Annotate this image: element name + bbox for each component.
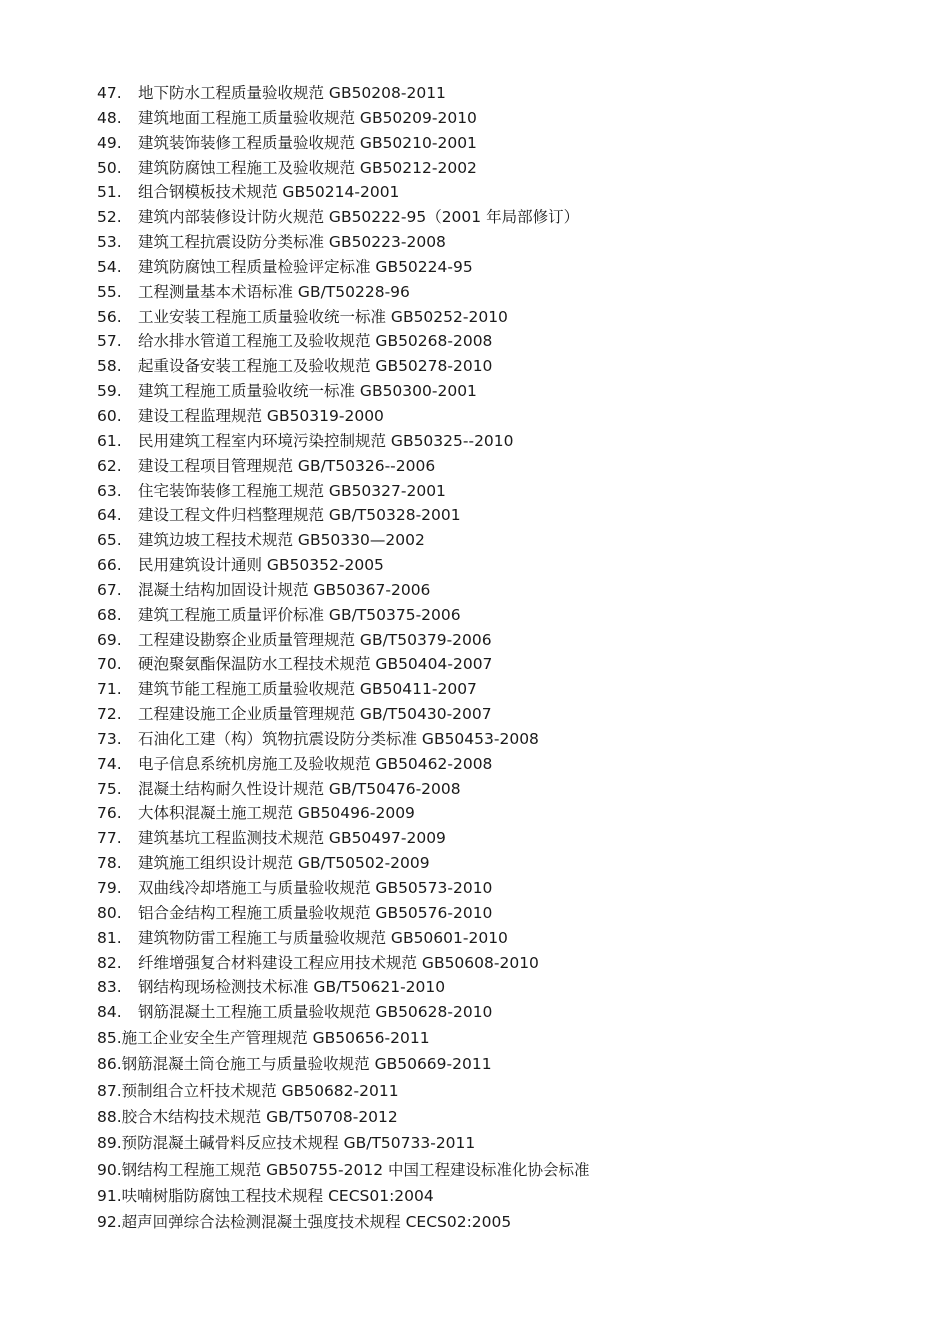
list-item-number: 54.: [97, 257, 122, 276]
list-item-text: 铝合金结构工程施工质量验收规范 GB50576-2010: [138, 903, 493, 922]
list-item: [97, 106, 917, 131]
list-item: [97, 628, 917, 653]
list-item: 86.钢筋混凝土筒仓施工与质量验收规范 GB50669-2011: [97, 1055, 492, 1074]
list-item-text: 大体积混凝土施工规范 GB50496-2009: [138, 804, 415, 823]
list-item-text: 建筑施工组织设计规范 GB/T50502-2009: [138, 854, 430, 873]
list-item-number: 70.: [97, 655, 122, 674]
list-item-number: 51.: [97, 183, 122, 202]
list-item-number: 48.: [97, 108, 122, 127]
list-item: [97, 479, 917, 504]
list-item-text: 建筑基坑工程监测技术规范 GB50497-2009: [138, 829, 446, 848]
list-item: 85.施工企业安全生产管理规范 GB50656-2011: [97, 1029, 430, 1047]
list-item: 88.胶合木结构技术规范 GB/T50708-2012: [97, 1108, 398, 1127]
list-item-text: 建筑工程抗震设防分类标准 GB50223-2008: [138, 233, 446, 252]
list-item-text: 混凝土结构加固设计规范 GB50367-2006: [138, 580, 431, 599]
list-item: [97, 131, 917, 156]
list-item-number: 58.: [97, 357, 122, 376]
list-item-text: 工程测量基本术语标准 GB/T50228-96: [138, 282, 410, 301]
list-item-text: 建筑边坡工程技术规范 GB50330—2002: [138, 531, 425, 550]
list-item: [97, 1000, 917, 1025]
list-item-text: 建设工程监理规范 GB50319-2000: [138, 406, 384, 425]
list-item-number: 66.: [97, 556, 122, 575]
list-item: [97, 652, 917, 677]
list-item: 89.预防混凝土碱骨料反应技术规程 GB/T50733-2011: [97, 1134, 476, 1153]
list-item-number: 67.: [97, 580, 122, 599]
list-item: [97, 727, 917, 752]
list-item: [97, 180, 917, 205]
list-item-number: 75.: [97, 779, 122, 798]
list-item-text: 纤维增强复合材料建设工程应用技术规范 GB50608-2010: [138, 953, 539, 972]
list-item: [97, 205, 917, 230]
list-item-text: 建筑工程施工质量验收统一标准 GB50300-2001: [138, 382, 477, 401]
list-item-number: 56.: [97, 307, 122, 326]
list-item-text: 建设工程项目管理规范 GB/T50326--2006: [138, 456, 436, 475]
list-item: 90.钢结构工程施工规范 GB50755-2012 中国工程建设标准化协会标准: [97, 1160, 590, 1179]
list-item: [97, 876, 917, 901]
list-item-number: 76.: [97, 804, 122, 823]
list-item-text: 组合钢模板技术规范 GB50214-2001: [138, 183, 400, 202]
list-item: [97, 454, 917, 479]
list-item: 87.预制组合立杆技术规范 GB50682-2011: [97, 1081, 399, 1100]
list-item-text: 住宅装饰装修工程施工规范 GB50327-2001: [138, 481, 446, 500]
list-item: [97, 429, 917, 454]
standards-list-compact: [97, 1025, 917, 1236]
list-item-text: 建筑防腐蚀工程施工及验收规范 GB50212-2002: [138, 158, 477, 177]
list-item: [97, 951, 917, 976]
list-item-number: 65.: [97, 531, 122, 550]
list-item: [97, 230, 917, 255]
list-item: [97, 702, 917, 727]
list-item-number: 84.: [97, 1003, 122, 1022]
list-item: 91.呋喃树脂防腐蚀工程技术规程 CECS01:2004: [97, 1187, 434, 1206]
list-item: [97, 503, 917, 528]
list-item-text: 工业安装工程施工质量验收统一标准 GB50252-2010: [138, 307, 508, 326]
list-item: [97, 528, 917, 553]
list-item-text: 硬泡聚氨酯保温防水工程技术规范 GB50404-2007: [138, 655, 493, 674]
list-item: [97, 81, 917, 106]
list-item-number: 69.: [97, 630, 122, 649]
list-item-text: 钢筋混凝土工程施工质量验收规范 GB50628-2010: [138, 1003, 493, 1022]
list-item-number: 68.: [97, 605, 122, 624]
list-item-text: 民用建筑工程室内环境污染控制规范 GB50325--2010: [138, 431, 514, 450]
list-item-text: 给水排水管道工程施工及验收规范 GB50268-2008: [138, 332, 493, 351]
list-item-text: 建筑内部装修设计防火规范 GB50222-95（2001 年局部修订）: [138, 208, 580, 227]
list-item-number: 60.: [97, 406, 122, 425]
list-item-text: 建筑防腐蚀工程质量检验评定标准 GB50224-95: [138, 257, 473, 276]
list-item-text: 建设工程文件归档整理规范 GB/T50328-2001: [138, 506, 461, 525]
list-item-number: 73.: [97, 729, 122, 748]
list-item-number: 64.: [97, 506, 122, 525]
list-item-number: 47.: [97, 84, 122, 102]
list-item-text: 工程建设勘察企业质量管理规范 GB/T50379-2006: [138, 630, 492, 649]
list-item-number: 83.: [97, 978, 122, 997]
list-item-number: 52.: [97, 208, 122, 227]
list-item: [97, 777, 917, 802]
list-item-number: 80.: [97, 903, 122, 922]
list-item-number: 59.: [97, 382, 122, 401]
list-item-text: 电子信息系统机房施工及验收规范 GB50462-2008: [138, 754, 493, 773]
list-item: [97, 329, 917, 354]
list-item: [97, 677, 917, 702]
list-item-number: 53.: [97, 233, 122, 252]
list-item-text: 建筑装饰装修工程质量验收规范 GB50210-2001: [138, 133, 477, 152]
list-item-number: 79.: [97, 879, 122, 897]
list-item: [97, 801, 917, 826]
list-item-number: 63.: [97, 481, 122, 500]
list-item-number: 74.: [97, 754, 122, 773]
list-item: 92.超声回弹综合法检测混凝土强度技术规程 CECS02:2005: [97, 1213, 512, 1232]
list-item-text: 民用建筑设计通则 GB50352-2005: [138, 556, 384, 575]
list-item-number: 57.: [97, 332, 122, 351]
list-item: [97, 379, 917, 404]
list-item-text: 地下防水工程质量验收规范 GB50208-2011: [138, 84, 446, 102]
list-item-text: 建筑物防雷工程施工与质量验收规范 GB50601-2010: [138, 928, 508, 947]
list-item-number: 72.: [97, 705, 122, 724]
list-item: [97, 851, 917, 876]
list-item-text: 双曲线冷却塔施工与质量验收规范 GB50573-2010: [138, 879, 493, 897]
list-item: [97, 826, 917, 851]
list-item-number: 62.: [97, 456, 122, 475]
standards-list-numbered: [97, 81, 917, 1025]
list-item-text: 建筑地面工程施工质量验收规范 GB50209-2010: [138, 108, 477, 127]
list-item: [97, 354, 917, 379]
list-item: [97, 280, 917, 305]
list-item-text: 建筑节能工程施工质量验收规范 GB50411-2007: [138, 680, 477, 699]
list-item: [97, 578, 917, 603]
list-item-text: 混凝土结构耐久性设计规范 GB/T50476-2008: [138, 779, 461, 798]
list-item-text: 建筑工程施工质量评价标准 GB/T50375-2006: [138, 605, 461, 624]
list-item-number: 77.: [97, 829, 122, 848]
list-item-number: 78.: [97, 854, 122, 873]
list-item-text: 石油化工建（构）筑物抗震设防分类标准 GB50453-2008: [138, 729, 539, 748]
list-item-number: 71.: [97, 680, 122, 699]
list-item-number: 61.: [97, 431, 122, 450]
list-item-number: 49.: [97, 133, 122, 152]
list-item-text: 钢结构现场检测技术标准 GB/T50621-2010: [138, 978, 446, 997]
list-item: [97, 156, 917, 181]
list-item-text: 起重设备安装工程施工及验收规范 GB50278-2010: [138, 357, 493, 376]
list-item: [97, 752, 917, 777]
list-item: [97, 901, 917, 926]
list-item: [97, 603, 917, 628]
list-item: [97, 255, 917, 280]
list-item: [97, 975, 917, 1000]
list-item: [97, 553, 917, 578]
list-item-number: 81.: [97, 928, 122, 947]
list-item: [97, 305, 917, 330]
list-item-number: 82.: [97, 953, 122, 972]
list-item: [97, 926, 917, 951]
list-item-number: 50.: [97, 158, 122, 177]
list-item-text: 工程建设施工企业质量管理规范 GB/T50430-2007: [138, 705, 492, 724]
list-item: [97, 404, 917, 429]
list-item-number: 55.: [97, 282, 122, 301]
